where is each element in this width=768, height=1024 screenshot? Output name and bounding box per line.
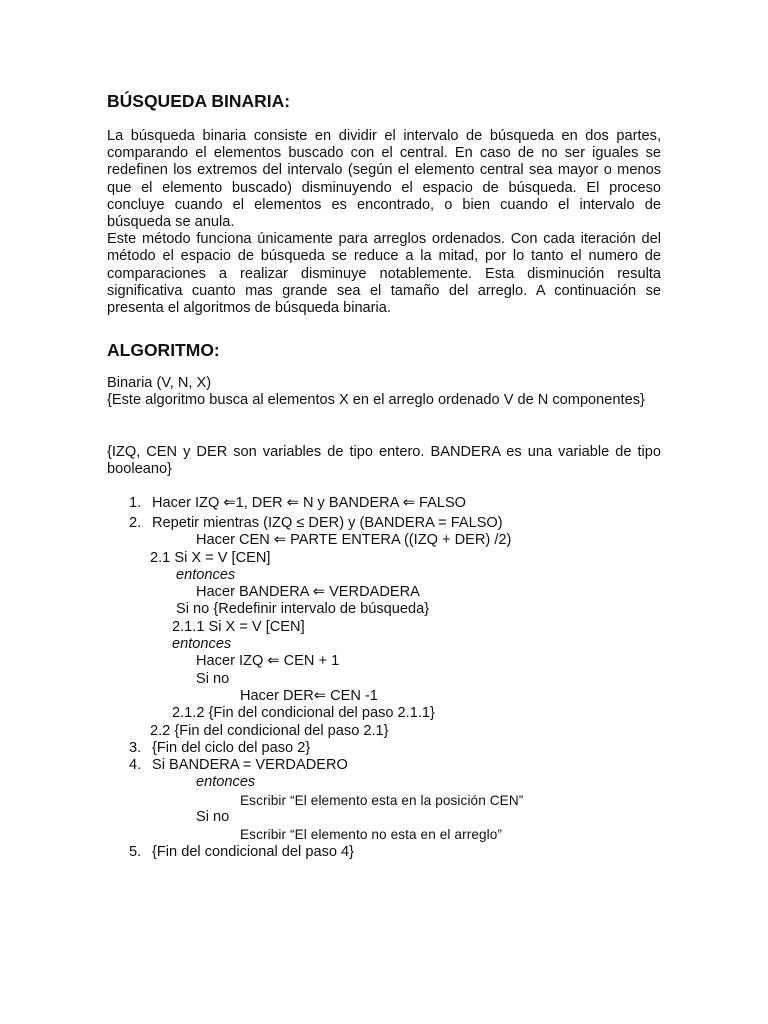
step-5: {Fin del condicional del paso 4} [152,844,355,860]
step-5-number: 5. [129,844,142,860]
step-2-1-entonces: entonces [176,567,236,583]
step-2-1-1-entonces: entonces [172,636,232,652]
step-2-1-1-hacer-izq: Hacer IZQ ⇐ CEN + 1 [196,653,340,669]
algorithm-signature: Binaria (V, N, X) [107,375,212,391]
step-2-2: 2.2 {Fin del condicional del paso 2.1} [150,723,389,739]
step-3-number: 3. [129,740,142,756]
step-2-1-si-no: Si no {Redefinir intervalo de búsqueda} [176,601,430,617]
step-2-1-1-si-no: Si no [196,671,230,687]
step-4-si-no: Si no [196,809,230,825]
step-2-1: 2.1 Si X = V [CEN] [150,550,271,566]
intro-paragraph-1: La búsqueda binaria consiste en dividir el intervalo de búsqueda en dos partes, comparando el elementos buscado con el central. En caso de no ser iguales se redefinen los extremos del intervalo (según el elemento central sea mayor o menos que el elemento buscado) disminuyendo el espacio de búsqueda. El proceso concluye cuando el elementos es encontrado, o bien cuando el intervalo de búsqueda se anula. [107,128,661,231]
variables-note: {IZQ, CEN y DER son variables de tipo entero. BANDERA es una variable de tipo booleano} [107,444,661,478]
step-4-escribir-cen: Escribir “El elemento esta en la posición CEN” [240,793,524,808]
section-heading-busqueda: BÚSQUEDA BINARIA: [107,91,291,111]
step-2-1-1-hacer-der: Hacer DER⇐ CEN -1 [240,688,378,704]
step-4-number: 4. [129,757,142,773]
step-4-escribir-no: Escribir “El elemento no esta en el arreglo” [240,827,503,842]
algorithm-description: {Este algoritmo busca al elementos X en el arreglo ordenado V de N componentes} [107,392,645,409]
intro-paragraph-2: Este método funciona únicamente para arreglos ordenados. Con cada iteración del método el espacio de búsqueda se reduce a la mitad, por lo tanto el numero de comparaciones a realizar disminuye notablemente. Esta disminución resulta significativa cuanto mas grande sea el tamaño del arreglo. A continuación se presenta el algoritmos de búsqueda binaria. [107,231,661,317]
algorithm-header [107,375,661,409]
step-2-hacer-cen: Hacer CEN ⇐ PARTE ENTERA ((IZQ + DER) /2) [196,532,512,548]
step-2-1-hacer-bandera: Hacer BANDERA ⇐ VERDADERA [196,584,420,600]
step-4: Si BANDERA = VERDADERO [152,757,348,773]
step-2-number: 2. [129,515,142,531]
step-1: Hacer IZQ ⇐1, DER ⇐ N y BANDERA ⇐ FALSO [152,495,467,511]
step-4-entonces: entonces [196,774,256,790]
intro-text [107,128,661,317]
section-heading-algoritmo: ALGORITMO: [107,340,220,360]
step-2-1-2: 2.1.2 {Fin del condicional del paso 2.1.1} [172,705,435,721]
step-2-1-1: 2.1.1 Si X = V [CEN] [172,619,305,635]
variables-block [107,444,661,478]
step-1-number: 1. [129,495,142,511]
step-3: {Fin del ciclo del paso 2} [152,740,311,756]
step-2: Repetir mientras (IZQ ≤ DER) y (BANDERA = FALSO) [152,515,503,531]
